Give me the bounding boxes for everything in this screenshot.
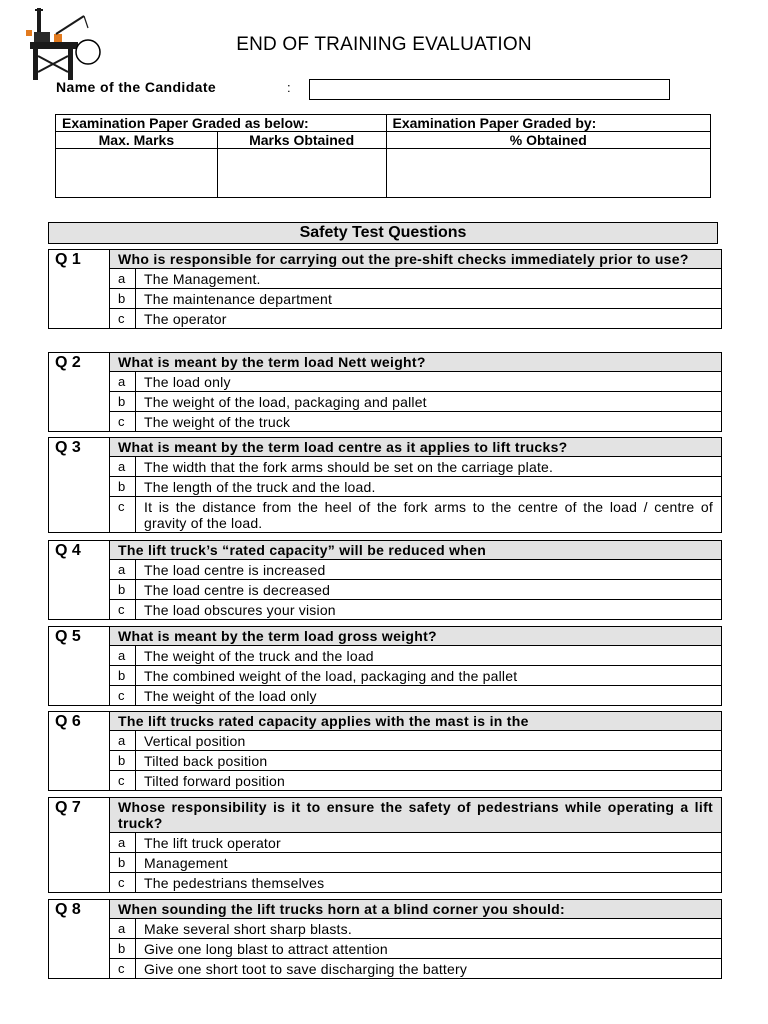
answer-option[interactable] bbox=[110, 372, 721, 392]
grading-table bbox=[55, 114, 711, 198]
option-letter: a bbox=[110, 731, 136, 750]
option-text: The lift truck operator bbox=[144, 835, 281, 851]
max-marks-cell[interactable] bbox=[56, 149, 218, 198]
question-number: Q 2 bbox=[49, 353, 110, 431]
question-block bbox=[48, 797, 722, 893]
option-text: The pedestrians themselves bbox=[144, 875, 325, 891]
answer-option[interactable] bbox=[110, 289, 721, 309]
option-text: Vertical position bbox=[144, 733, 246, 749]
question-text: When sounding the lift trucks horn at a blind corner you should: bbox=[110, 900, 721, 919]
answer-option[interactable] bbox=[110, 309, 721, 328]
option-letter: b bbox=[110, 751, 136, 770]
option-letter: b bbox=[110, 289, 136, 308]
option-letter: b bbox=[110, 666, 136, 685]
option-letter: c bbox=[110, 873, 136, 892]
option-text: The width that the fork arms should be set on the carriage plate. bbox=[144, 459, 554, 475]
question-body bbox=[110, 712, 721, 790]
option-letter: a bbox=[110, 646, 136, 665]
question-block bbox=[48, 899, 722, 979]
graded-by-header: Examination Paper Graded by: bbox=[386, 115, 711, 132]
question-text: What is meant by the term load gross weight? bbox=[110, 627, 721, 646]
option-text: The weight of the load, packaging and pallet bbox=[144, 394, 427, 410]
question-number: Q 7 bbox=[49, 798, 110, 892]
question-text: The lift truck’s “rated capacity” will be reduced when bbox=[110, 541, 721, 560]
question-number: Q 6 bbox=[49, 712, 110, 790]
graded-as-header: Examination Paper Graded as below: bbox=[56, 115, 387, 132]
answer-option[interactable] bbox=[110, 833, 721, 853]
answer-option[interactable] bbox=[110, 646, 721, 666]
answer-option[interactable] bbox=[110, 959, 721, 978]
max-marks-header: Max. Marks bbox=[56, 132, 218, 149]
answer-option[interactable] bbox=[110, 939, 721, 959]
question-text: Who is responsible for carrying out the pre-shift checks immediately prior to use? bbox=[110, 250, 721, 269]
option-letter: c bbox=[110, 771, 136, 790]
option-letter: a bbox=[110, 560, 136, 579]
answer-option[interactable] bbox=[110, 457, 721, 477]
question-number: Q 3 bbox=[49, 438, 110, 532]
option-text: The weight of the truck bbox=[144, 414, 291, 430]
marks-obtained-header: Marks Obtained bbox=[217, 132, 386, 149]
question-block bbox=[48, 540, 722, 620]
question-text: Whose responsibility is it to ensure the safety of pedestrians while operating a lift truck? bbox=[110, 798, 721, 833]
option-letter: b bbox=[110, 477, 136, 496]
option-text: Management bbox=[144, 855, 228, 871]
option-text: The combined weight of the load, packaging and the pallet bbox=[144, 668, 518, 684]
question-block bbox=[48, 437, 722, 533]
answer-option[interactable] bbox=[110, 771, 721, 790]
question-body bbox=[110, 627, 721, 705]
option-letter: c bbox=[110, 686, 136, 705]
candidate-name-field[interactable] bbox=[309, 79, 670, 100]
candidate-name-label: Name of the Candidate bbox=[56, 79, 217, 95]
question-body bbox=[110, 900, 721, 978]
option-text: The maintenance department bbox=[144, 291, 333, 307]
question-body bbox=[110, 438, 721, 532]
percent-obtained-cell[interactable] bbox=[386, 149, 711, 198]
answer-option[interactable] bbox=[110, 580, 721, 600]
option-letter: a bbox=[110, 269, 136, 288]
answer-option[interactable] bbox=[110, 477, 721, 497]
option-text: The length of the truck and the load. bbox=[144, 479, 376, 495]
option-text: The load centre is increased bbox=[144, 562, 326, 578]
option-letter: c bbox=[110, 959, 136, 978]
answer-option[interactable] bbox=[110, 751, 721, 771]
option-letter: c bbox=[110, 309, 136, 328]
question-block bbox=[48, 352, 722, 432]
answer-option[interactable] bbox=[110, 560, 721, 580]
question-block bbox=[48, 249, 722, 329]
percent-obtained-header: % Obtained bbox=[386, 132, 711, 149]
option-text: Tilted back position bbox=[144, 753, 268, 769]
question-text: The lift trucks rated capacity applies with the mast is in the bbox=[110, 712, 721, 731]
option-text: The load obscures your vision bbox=[144, 602, 336, 618]
question-text: What is meant by the term load centre as it applies to lift trucks? bbox=[110, 438, 721, 457]
option-text: It is the distance from the heel of the fork arms to the centre of the load / centre of gravity of the load. bbox=[144, 499, 713, 531]
question-number: Q 8 bbox=[49, 900, 110, 978]
option-text: Tilted forward position bbox=[144, 773, 286, 789]
candidate-name-colon: : bbox=[287, 80, 291, 95]
option-letter: c bbox=[110, 600, 136, 619]
question-number: Q 4 bbox=[49, 541, 110, 619]
option-letter: c bbox=[110, 412, 136, 431]
answer-option[interactable] bbox=[110, 686, 721, 705]
option-letter: a bbox=[110, 919, 136, 938]
option-text: The weight of the truck and the load bbox=[144, 648, 374, 664]
question-body bbox=[110, 541, 721, 619]
answer-option[interactable] bbox=[110, 731, 721, 751]
option-letter: b bbox=[110, 580, 136, 599]
question-number: Q 5 bbox=[49, 627, 110, 705]
option-text: The operator bbox=[144, 311, 227, 327]
answer-option[interactable] bbox=[110, 853, 721, 873]
marks-obtained-cell[interactable] bbox=[217, 149, 386, 198]
option-letter: a bbox=[110, 457, 136, 476]
option-letter: c bbox=[110, 497, 136, 532]
answer-option[interactable] bbox=[110, 269, 721, 289]
question-text: What is meant by the term load Nett weight? bbox=[110, 353, 721, 372]
option-text: Give one long blast to attract attention bbox=[144, 941, 388, 957]
question-body bbox=[110, 353, 721, 431]
answer-option[interactable] bbox=[110, 497, 721, 532]
question-block bbox=[48, 711, 722, 791]
option-letter: a bbox=[110, 372, 136, 391]
option-text: The Management. bbox=[144, 271, 261, 287]
option-text: The weight of the load only bbox=[144, 688, 317, 704]
answer-option[interactable] bbox=[110, 666, 721, 686]
question-number: Q 1 bbox=[49, 250, 110, 328]
section-title: Safety Test Questions bbox=[48, 222, 718, 244]
answer-option[interactable] bbox=[110, 873, 721, 892]
option-text: The load only bbox=[144, 374, 231, 390]
option-letter: b bbox=[110, 939, 136, 958]
option-letter: b bbox=[110, 853, 136, 872]
option-letter: a bbox=[110, 833, 136, 852]
question-body bbox=[110, 798, 721, 892]
question-block bbox=[48, 626, 722, 706]
answer-option[interactable] bbox=[110, 919, 721, 939]
option-text: The load centre is decreased bbox=[144, 582, 331, 598]
answer-option[interactable] bbox=[110, 600, 721, 619]
option-letter: b bbox=[110, 392, 136, 411]
question-body bbox=[110, 250, 721, 328]
answer-option[interactable] bbox=[110, 392, 721, 412]
option-text: Make several short sharp blasts. bbox=[144, 921, 352, 937]
page-title: END OF TRAINING EVALUATION bbox=[236, 34, 532, 55]
option-text: Give one short toot to save discharging the battery bbox=[144, 961, 468, 977]
answer-option[interactable] bbox=[110, 412, 721, 431]
